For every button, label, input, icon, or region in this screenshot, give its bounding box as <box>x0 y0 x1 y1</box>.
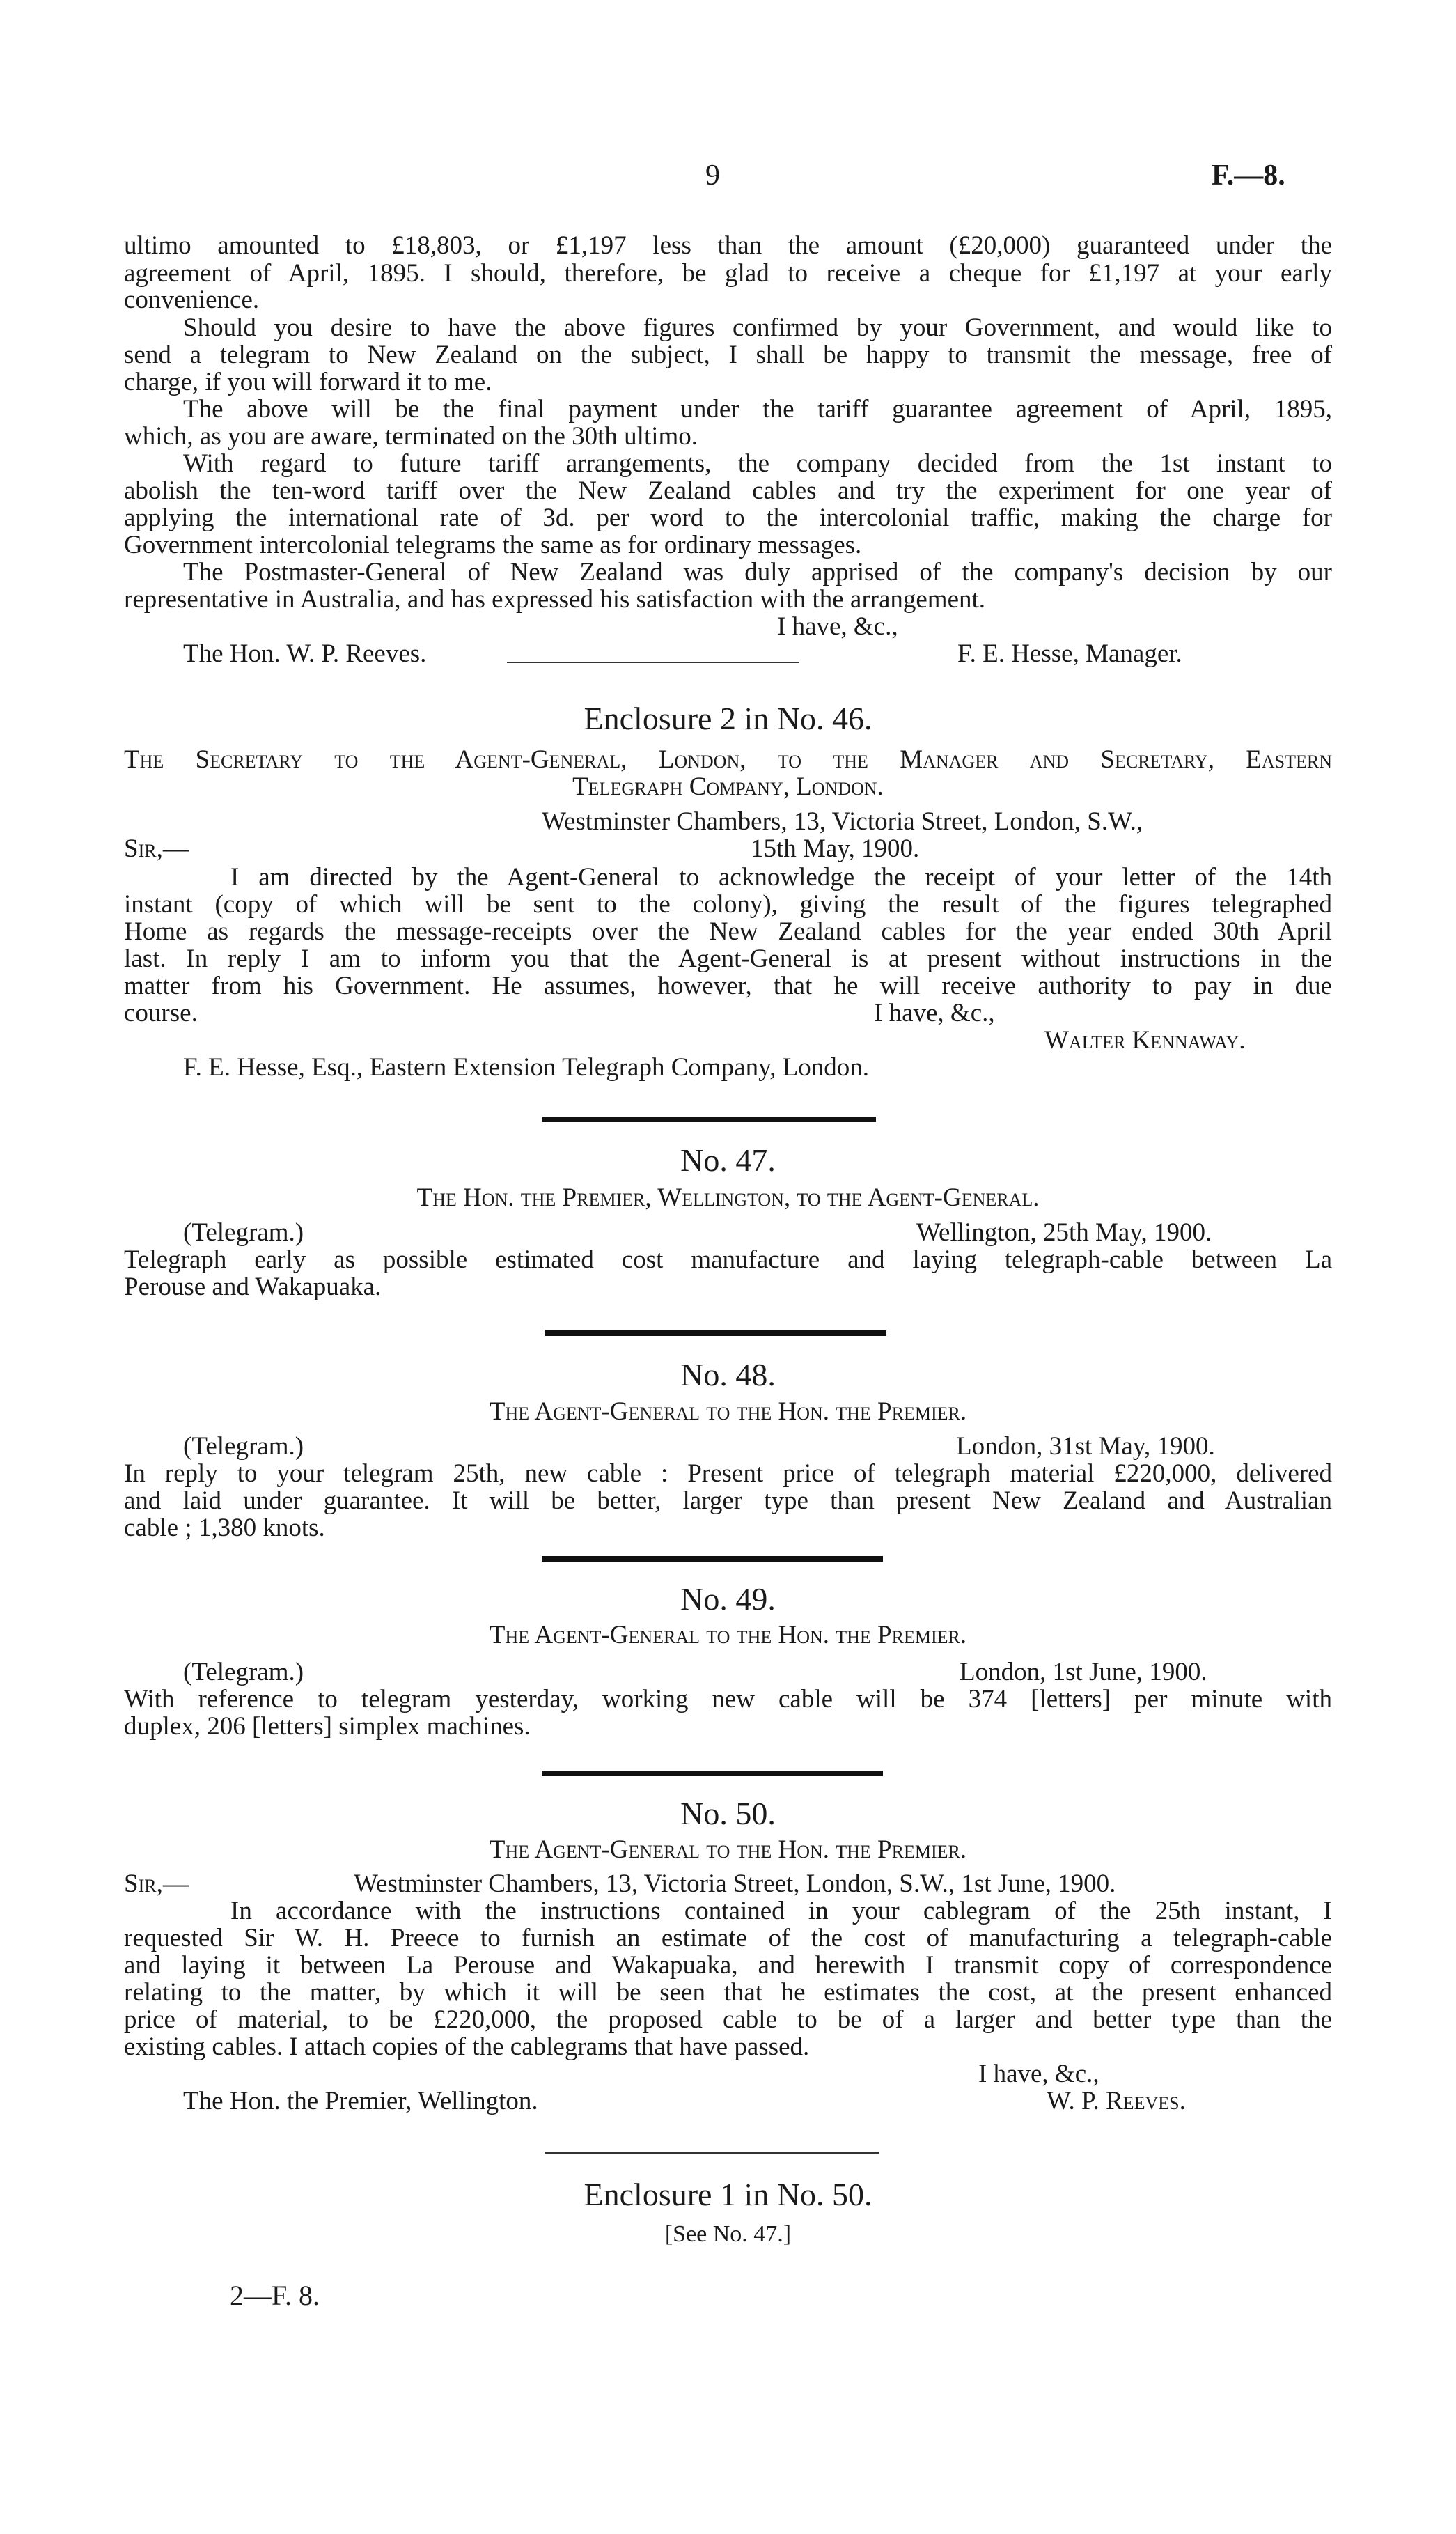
section-subtitle: The Agent-General to the Hon. the Premier. <box>489 1835 967 1864</box>
date-line: 15th May, 1900. <box>751 834 920 863</box>
signature: W. P. Reeves. <box>1047 2087 1186 2115</box>
body-line: matter from his Government. He assumes, however, that he will receive authority to pay in due <box>124 972 1332 1000</box>
body-line: ultimo amounted to £18,803, or £1,197 less than the amount (£20,000) guaranteed under the <box>124 231 1332 260</box>
body-line: last. In reply I am to inform you that the Agent-General is at present without instructions in the <box>124 945 1332 973</box>
body-line: Home as regards the message-receipts over the New Zealand cables for the year ended 30th April <box>124 917 1332 946</box>
section-divider <box>542 1556 883 1562</box>
body-line: course. <box>124 999 198 1027</box>
body-line: abolish the ten-word tariff over the New Zealand cables and try the experiment for one year of <box>124 476 1332 505</box>
body-line: relating to the matter, by which it will be seen that he estimates the cost, at the present enhanced <box>124 1978 1332 2007</box>
body-line: send a telegram to New Zealand on the subject, I shall be happy to transmit the message, free of <box>124 341 1332 369</box>
place-date: Wellington, 25th May, 1900. <box>916 1218 1212 1247</box>
divider <box>507 662 799 663</box>
address-line: Westminster Chambers, 13, Victoria Street, London, S.W., 1st June, 1900. <box>354 1870 1116 1898</box>
addressee: The Hon. W. P. Reeves. <box>183 639 427 668</box>
section-title: No. 48. <box>680 1357 776 1392</box>
body-line: requested Sir W. H. Preece to furnish an estimate of the cost of manufacturing a telegraph-cable <box>124 1924 1332 1952</box>
signature: F. E. Hesse, Manager. <box>957 639 1182 668</box>
body-line: agreement of April, 1895. I should, therefore, be glad to receive a cheque for £1,197 at your early <box>124 259 1332 288</box>
salutation: Sir,— <box>124 1870 189 1898</box>
body-line: cable ; 1,380 knots. <box>124 1514 325 1542</box>
section-divider <box>545 1330 886 1336</box>
page-number: 9 <box>705 160 720 192</box>
body-line: Should you desire to have the above figures confirmed by your Government, and would like to <box>183 313 1332 342</box>
signature: Walter Kennaway. <box>1044 1026 1246 1055</box>
body-line: With reference to telegram yesterday, working new cable will be 374 [letters] per minute with <box>124 1685 1332 1713</box>
closing: I have, &c., <box>978 2060 1099 2088</box>
place-date: London, 1st June, 1900. <box>960 1658 1207 1686</box>
body-line: convenience. <box>124 286 260 314</box>
section-subtitle: The Agent-General to the Hon. the Premier. <box>489 1621 967 1649</box>
closing: I have, &c., <box>777 612 898 641</box>
body-line: I am directed by the Agent-General to acknowledge the receipt of your letter of the 14th <box>230 863 1332 892</box>
section-title: No. 47. <box>680 1142 776 1178</box>
closing: I have, &c., <box>874 999 995 1027</box>
from-line: The Secretary to the Agent-General, London, to the Manager and Secretary, Eastern <box>124 745 1332 774</box>
salutation: Sir,— <box>124 834 189 863</box>
body-line: In reply to your telegram 25th, new cable : Present price of telegraph material £220,000, delivered <box>124 1459 1332 1488</box>
body-line: representative in Australia, and has expressed his satisfaction with the arrangement. <box>124 585 986 614</box>
section-title: No. 50. <box>680 1796 776 1831</box>
body-line: With regard to future tariff arrangements, the company decided from the 1st instant to <box>183 449 1332 478</box>
body-line: applying the international rate of 3d. per word to the intercolonial traffic, making the charge for <box>124 504 1332 532</box>
body-line: instant (copy of which will be sent to the colony), giving the result of the figures telegraphed <box>124 890 1332 919</box>
body-line: price of material, to be £220,000, the proposed cable to be of a larger and better type than the <box>124 2005 1332 2034</box>
section-subtitle: The Agent-General to the Hon. the Premier. <box>489 1397 967 1426</box>
place-date: London, 31st May, 1900. <box>956 1432 1215 1461</box>
section-subtitle: The Hon. the Premier, Wellington, to the Agent-General. <box>416 1183 1040 1212</box>
addressee: F. E. Hesse, Esq., Eastern Extension Telegraph Company, London. <box>183 1053 870 1082</box>
section-divider <box>542 1771 883 1776</box>
body-line: which, as you are aware, terminated on the 30th ultimo. <box>124 422 698 451</box>
body-line: and laid under guarantee. It will be better, larger type than present New Zealand and Australian <box>124 1486 1332 1515</box>
sheet-mark: 2—F. 8. <box>230 2280 320 2311</box>
section-title: No. 49. <box>680 1581 776 1617</box>
section-title: Enclosure 1 in No. 50. <box>584 2177 872 2212</box>
section-title: Enclosure 2 in No. 46. <box>584 701 872 736</box>
telegram-label: (Telegram.) <box>183 1658 304 1686</box>
body-line: The above will be the final payment under the tariff guarantee agreement of April, 1895, <box>183 395 1332 423</box>
telegram-label: (Telegram.) <box>183 1432 304 1461</box>
body-line: In accordance with the instructions contained in your cablegram of the 25th instant, I <box>230 1897 1332 1925</box>
body-line: Perouse and Wakapuaka. <box>124 1273 382 1301</box>
from-line: Telegraph Company, London. <box>572 772 884 801</box>
section-divider <box>542 1117 876 1122</box>
divider <box>545 2152 879 2154</box>
body-line: Telegraph early as possible estimated cost manufacture and laying telegraph-cable between La <box>124 1245 1332 1274</box>
body-line: and laying it between La Perouse and Wakapuaka, and herewith I transmit copy of correspondence <box>124 1951 1332 1980</box>
telegram-label: (Telegram.) <box>183 1218 304 1247</box>
body-line: charge, if you will forward it to me. <box>124 368 492 396</box>
document-page <box>124 0 1332 2534</box>
address-line: Westminster Chambers, 13, Victoria Street, London, S.W., <box>542 807 1143 836</box>
body-line: The Postmaster-General of New Zealand was duly apprised of the company's decision by our <box>183 558 1332 586</box>
body-line: existing cables. I attach copies of the cablegrams that have passed. <box>124 2032 810 2061</box>
body-line: Government intercolonial telegrams the same as for ordinary messages. <box>124 531 862 559</box>
addressee: The Hon. the Premier, Wellington. <box>183 2087 538 2115</box>
section-note: [See No. 47.] <box>664 2221 792 2247</box>
body-line: duplex, 206 [letters] simplex machines. <box>124 1712 531 1741</box>
document-reference: F.—8. <box>1212 160 1285 192</box>
